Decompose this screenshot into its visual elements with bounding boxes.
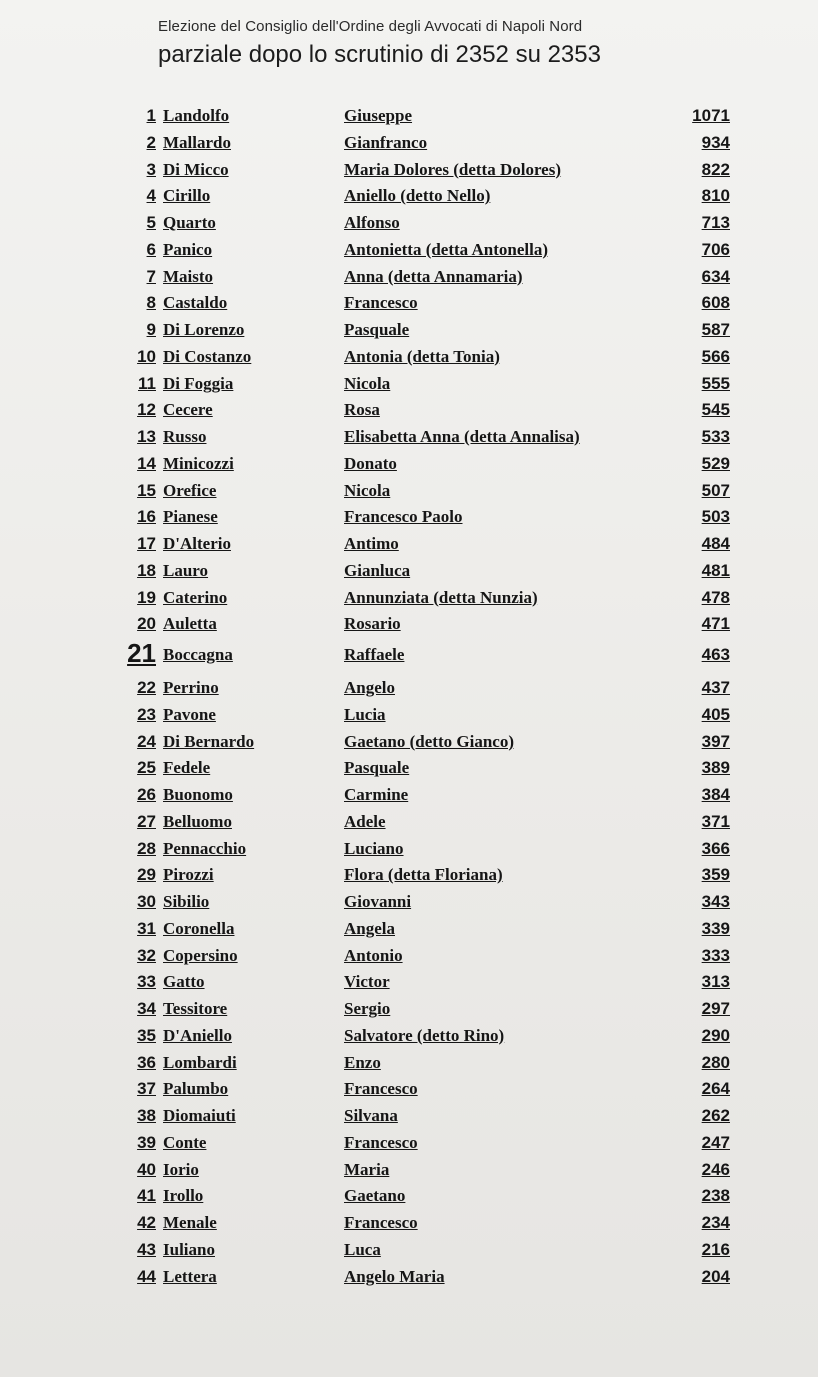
surname: Landolfo [163,106,230,125]
result-row [0,1050,818,1077]
result-row [0,836,818,863]
rank-number: 11 [138,373,156,393]
rank-number: 26 [137,785,156,804]
result-row [0,1076,818,1103]
given-name: Pasquale [344,758,410,778]
rank-number: 7 [146,266,156,286]
rank-number: 28 [137,838,156,858]
given-name: Raffaele [344,645,405,664]
surname: Lettera [163,1266,217,1286]
surname: D'Alterio [163,534,231,553]
result-row [0,103,818,130]
rank-number: 40 [137,1159,156,1179]
result-row [0,397,818,424]
vote-count: 822 [701,159,730,179]
result-row [0,210,818,237]
surname: Perrino [163,678,219,697]
vote-count: 566 [701,346,730,366]
surname: Mallardo [163,132,231,152]
results-list [0,103,818,1290]
vote-count: 1071 [692,106,730,125]
given-name: Nicola [344,373,391,393]
vote-count: 608 [701,293,730,313]
given-name: Salvatore (detto Rino) [344,1025,505,1045]
result-row [0,755,818,782]
result-row [0,729,818,756]
given-name: Gianfranco [344,132,428,152]
rank-number: 33 [137,972,156,992]
result-row [0,424,818,451]
result-row [0,943,818,970]
result-row [0,862,818,889]
result-row [0,1023,818,1050]
vote-count: 246 [701,1159,730,1179]
given-name: Luca [344,1239,381,1259]
result-row [0,451,818,478]
given-name: Annunziata (detta Nunzia) [344,587,538,607]
result-row [0,558,818,585]
surname: Sibilio [163,892,210,911]
rank-number: 14 [137,453,156,473]
given-name: Francesco [344,293,418,313]
vote-count: 384 [701,785,730,804]
result-row [0,237,818,264]
vote-count: 389 [701,758,730,778]
surname: Di Costanzo [163,346,252,366]
given-name: Gaetano [344,1186,406,1206]
given-name: Elisabetta Anna (detta Annalisa) [344,427,580,446]
vote-count: 264 [701,1079,730,1099]
given-name: Carmine [344,785,409,804]
result-row [0,1130,818,1157]
vote-count: 471 [701,614,730,634]
vote-count: 634 [701,266,730,286]
given-name: Francesco [344,1079,418,1099]
given-name: Aniello (detto Nello) [344,186,491,206]
surname: Pavone [163,704,216,724]
vote-count: 507 [701,480,730,500]
result-row [0,1103,818,1130]
surname: Caterino [163,587,228,607]
rank-number: 27 [137,811,156,831]
result-row [0,130,818,157]
rank-number: 5 [146,213,156,232]
result-row [0,585,818,612]
given-name: Antonia (detta Tonia) [344,346,500,366]
vote-count: 262 [701,1106,730,1125]
rank-number: 32 [137,945,156,965]
surname: Russo [163,427,207,446]
given-name: Sergio [344,999,391,1018]
rank-number: 15 [137,480,156,500]
surname: Iuliano [163,1239,215,1259]
surname: Pennacchio [163,838,247,858]
surname: D'Aniello [163,1025,232,1045]
rank-number: 38 [137,1106,156,1125]
rank-number: 41 [137,1186,156,1206]
given-name: Adele [344,811,386,831]
vote-count: 234 [701,1213,730,1232]
rank-number: 21 [127,638,156,668]
surname: Quarto [163,213,216,232]
vote-count: 238 [701,1186,730,1206]
result-row [0,504,818,531]
given-name: Rosario [344,614,401,634]
surname: Lauro [163,560,209,580]
given-name: Angelo Maria [344,1266,445,1286]
surname: Fedele [163,758,211,778]
vote-count: 484 [701,534,730,553]
vote-count: 713 [701,213,730,232]
surname: Orefice [163,480,217,500]
given-name: Pasquale [344,320,410,339]
vote-count: 587 [701,320,730,339]
result-row [0,1210,818,1237]
rank-number: 36 [137,1052,156,1072]
vote-count: 463 [701,645,730,664]
result-row [0,611,818,638]
given-name: Angela [344,918,395,938]
surname: Iorio [163,1159,199,1179]
vote-count: 437 [701,678,730,697]
rank-number: 39 [137,1132,156,1152]
vote-count: 297 [701,999,730,1018]
surname: Buonomo [163,785,233,804]
vote-count: 533 [701,427,730,446]
vote-count: 934 [701,132,730,152]
result-row [0,889,818,916]
result-row [0,996,818,1023]
result-row [0,264,818,291]
surname: Lombardi [163,1052,237,1072]
rank-number: 20 [137,614,156,634]
header [158,18,601,69]
rank-number: 43 [137,1239,156,1259]
result-row [0,916,818,943]
surname: Tessitore [163,999,228,1018]
vote-count: 343 [701,892,730,911]
given-name: Antimo [344,534,399,553]
surname: Palumbo [163,1079,229,1099]
result-row [0,675,818,702]
result-row [0,782,818,809]
vote-count: 397 [701,731,730,751]
given-name: Gaetano (detto Gianco) [344,731,514,751]
given-name: Giuseppe [344,106,413,125]
given-name: Flora (detta Floriana) [344,865,503,885]
result-row [0,371,818,398]
rank-number: 8 [146,293,156,313]
surname: Di Micco [163,159,229,179]
surname: Diomaiuti [163,1106,236,1125]
rank-number: 2 [146,132,156,152]
result-row [0,290,818,317]
given-name: Francesco [344,1213,418,1232]
surname: Irollo [163,1186,204,1206]
rank-number: 24 [137,731,156,751]
surname: Di Foggia [163,373,234,393]
given-name: Enzo [344,1052,381,1072]
rank-number: 25 [137,758,156,778]
surname: Coronella [163,918,235,938]
vote-count: 366 [701,838,730,858]
given-name: Silvana [344,1106,398,1125]
vote-count: 247 [701,1132,730,1152]
given-name: Angelo [344,678,395,697]
partial-results-subtitle: parziale dopo lo scrutinio di 2352 su 2353 [158,41,601,68]
given-name: Francesco [344,1132,418,1152]
vote-count: 204 [701,1266,730,1286]
vote-count: 216 [701,1239,730,1259]
rank-number: 1 [146,106,156,125]
result-row [0,1183,818,1210]
vote-count: 481 [701,560,730,580]
rank-number: 3 [146,159,156,179]
rank-number: 22 [137,678,156,697]
vote-count: 555 [701,373,730,393]
surname: Auletta [163,614,217,634]
vote-count: 371 [701,811,730,831]
surname: Cirillo [163,186,211,206]
given-name: Lucia [344,704,386,724]
surname: Cecere [163,400,213,420]
rank-number: 37 [137,1079,156,1099]
rank-number: 31 [137,918,156,938]
surname: Panico [163,239,213,259]
vote-count: 405 [701,704,730,724]
rank-number: 9 [146,320,156,339]
surname: Copersino [163,945,238,965]
vote-count: 503 [701,507,730,527]
surname: Minicozzi [163,453,234,473]
rank-number: 34 [137,999,156,1018]
rank-number: 4 [146,186,156,206]
surname: Gatto [163,972,205,992]
given-name: Donato [344,453,397,473]
rank-number: 12 [137,400,156,420]
result-row [0,478,818,505]
rank-number: 13 [137,427,156,446]
given-name: Antonietta (detta Antonella) [344,239,548,259]
result-row [0,317,818,344]
given-name: Francesco Paolo [344,507,463,527]
surname: Menale [163,1213,217,1232]
result-row [0,1237,818,1264]
vote-count: 359 [701,865,730,885]
surname: Pianese [163,507,218,527]
rank-number: 18 [137,560,156,580]
vote-count: 706 [701,239,730,259]
result-row [0,531,818,558]
rank-number: 16 [137,507,156,527]
vote-count: 280 [701,1052,730,1072]
vote-count: 333 [701,945,730,965]
result-row [0,344,818,371]
given-name: Gianluca [344,560,411,580]
surname: Castaldo [163,293,228,313]
rank-number: 44 [137,1266,156,1286]
given-name: Victor [344,972,390,992]
vote-count: 545 [701,400,730,420]
rank-number: 29 [137,865,156,885]
result-row [0,969,818,996]
vote-count: 478 [701,587,730,607]
surname: Pirozzi [163,865,214,885]
surname: Maisto [163,266,214,286]
rank-number: 35 [137,1025,156,1045]
result-row [0,809,818,836]
given-name: Luciano [344,838,404,858]
surname: Conte [163,1132,207,1152]
given-name: Rosa [344,400,380,420]
given-name: Alfonso [344,213,400,232]
given-name: Maria [344,1159,390,1179]
vote-count: 313 [701,972,730,992]
given-name: Nicola [344,480,391,500]
given-name: Antonio [344,945,403,965]
given-name: Anna (detta Annamaria) [344,266,523,286]
vote-count: 290 [701,1025,730,1045]
result-row [0,183,818,210]
rank-number: 17 [137,534,156,553]
result-row [0,1264,818,1291]
surname: Di Lorenzo [163,320,245,339]
rank-number: 42 [137,1213,156,1232]
result-row [0,702,818,729]
rank-number: 19 [137,587,156,607]
surname: Belluomo [163,811,232,831]
vote-count: 810 [701,186,730,206]
vote-count: 339 [701,918,730,938]
surname: Di Bernardo [163,731,255,751]
rank-number: 23 [137,704,156,724]
rank-number: 30 [137,892,156,911]
rank-number: 6 [146,239,156,259]
vote-count: 529 [701,453,730,473]
result-row [0,1157,818,1184]
given-name: Giovanni [344,892,412,911]
election-title: Elezione del Consiglio dell'Ordine degli Avvocati di Napoli Nord [158,18,583,35]
surname: Boccagna [163,645,233,664]
result-row [0,638,818,675]
result-row [0,157,818,184]
rank-number: 10 [137,346,156,366]
given-name: Maria Dolores (detta Dolores) [344,159,562,179]
